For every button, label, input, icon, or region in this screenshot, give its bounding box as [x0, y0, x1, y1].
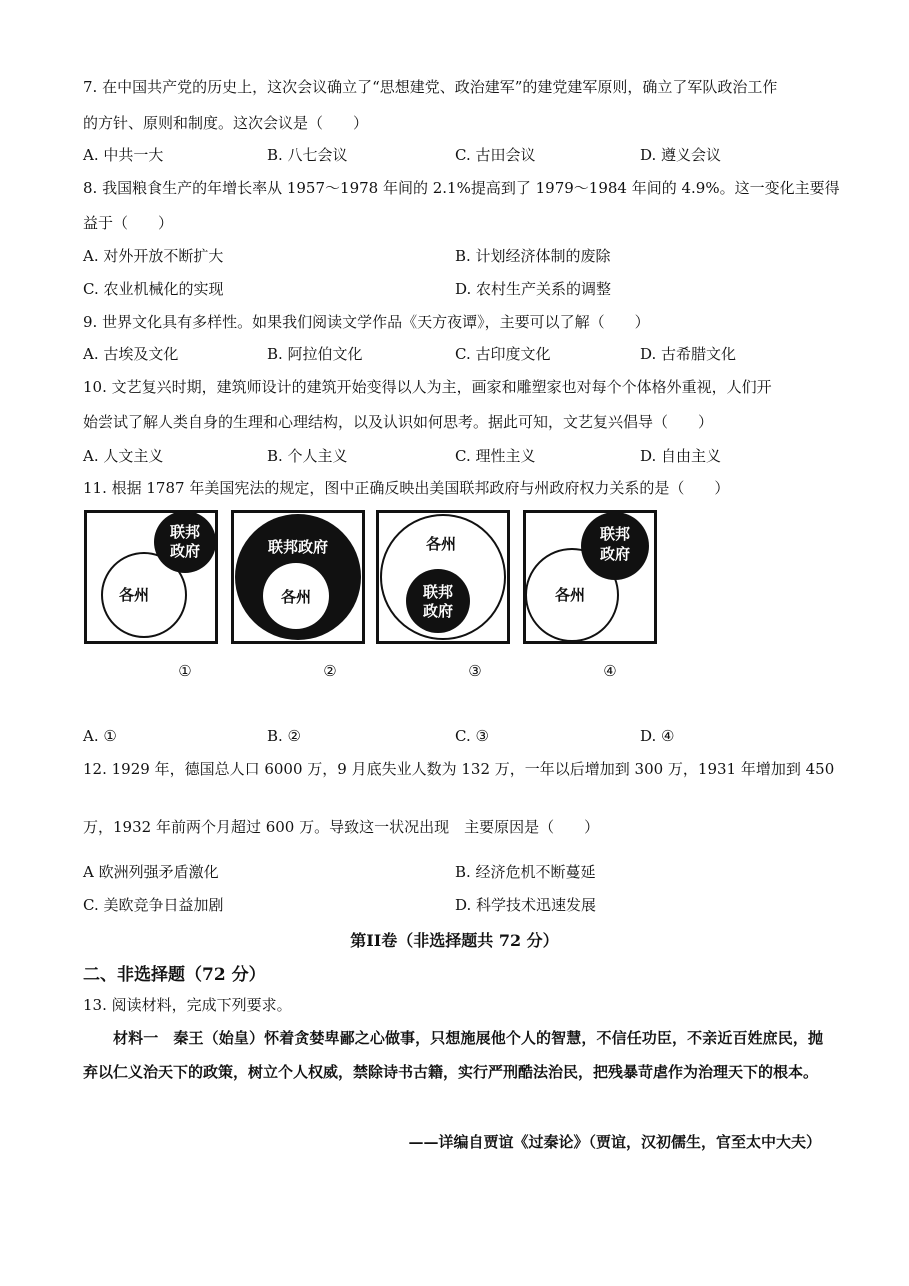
q8-option-d[interactable]: D. 农村生产关系的调整: [455, 280, 612, 298]
q9-option-b[interactable]: B. 阿拉伯文化: [267, 345, 363, 363]
q9-option-a[interactable]: A. 古埃及文化: [83, 345, 179, 363]
q7-option-c[interactable]: C. 古田会议: [455, 146, 536, 164]
q13-material-1: 材料一 秦王（始皇）怀着贪婪卑鄙之心做事，只想施展他个人的智慧，不信任功臣，不亲近百姓庶民，抛弃以仁义治天下的政策，树立个人权威，禁除诗书古籍，实行严刑酷法治民，把残暴苛虐作为治理天下的根本。: [83, 1029, 823, 1081]
states-label: 各州: [280, 588, 312, 606]
states-label: 各州: [425, 535, 457, 553]
q12-option-d[interactable]: D. 科学技术迅速发展: [455, 896, 597, 914]
q11-stem-line1: 11. 根据 1787 年美国宪法的规定，图中正确反映出美国联邦政府与州政府权力关系的是（ ）: [83, 479, 730, 497]
q9-stem-line1: 9. 世界文化具有多样性。如果我们阅读文学作品《天方夜谭》，主要可以了解（ ）: [83, 313, 650, 331]
q8-option-b[interactable]: B. 计划经济体制的废除: [455, 247, 611, 265]
q10-option-d[interactable]: D. 自由主义: [640, 447, 722, 465]
q10-option-b[interactable]: B. 个人主义: [267, 447, 348, 465]
part-2-title: 二、非选择题（72 分）: [83, 965, 266, 985]
q11-figure-2-label: ②: [323, 662, 337, 680]
federal-label-top: 联邦: [599, 525, 631, 543]
q11-option-c[interactable]: C. ③: [455, 727, 489, 745]
q10-option-a[interactable]: A. 人文主义: [83, 447, 164, 465]
figure-3-diagram: [379, 513, 507, 641]
q12-option-b[interactable]: B. 经济危机不断蔓延: [455, 863, 596, 881]
q10-stem-line1: 10. 文艺复兴时期，建筑师设计的建筑开始变得以人为主，画家和雕塑家也对每个个体格外重视，人们开: [83, 378, 772, 396]
q8-stem-line1: 8. 我国粮食生产的年增长率从 1957～1978 年间的 2.1%提高到了 1979～1984 年间的 4.9%。这一变化主要得: [83, 179, 840, 197]
q9-option-d[interactable]: D. 古希腊文化: [640, 345, 737, 363]
q10-option-c[interactable]: C. 理性主义: [455, 447, 536, 465]
q11-option-b[interactable]: B. ②: [267, 727, 302, 745]
q7-option-a[interactable]: A. 中共一大: [83, 146, 164, 164]
federal-label-top: 联邦: [422, 583, 454, 601]
q11-option-a[interactable]: A. ①: [83, 727, 117, 745]
figure-4-diagram: [526, 513, 654, 641]
q10-stem-line2: 始尝试了解人类自身的生理和心理结构，以及认识如何思考。据此可知，文艺复兴倡导（ ）: [83, 413, 714, 431]
q11-figure-2: [231, 510, 365, 644]
q7-stem-line2: 的方针、原则和制度。这次会议是（ ）: [83, 114, 369, 132]
q11-figure-3-label: ③: [468, 662, 482, 680]
q11-figure-1: [84, 510, 218, 644]
q12-stem-line2: 万，1932 年前两个月超过 600 万。导致这一状况出现 主要原因是（ ）: [83, 818, 600, 836]
federal-label-bottom: 政府: [599, 545, 631, 563]
q7-option-b[interactable]: B. 八七会议: [267, 146, 348, 164]
figure-2-diagram: [234, 513, 362, 641]
federal-label: 联邦政府: [267, 538, 329, 556]
q12-option-a[interactable]: A 欧洲列强矛盾激化: [83, 863, 219, 881]
q11-figure-4-label: ④: [603, 662, 617, 680]
q8-stem-line2: 益于（ ）: [83, 214, 174, 232]
q12-stem-line1: 12. 1929 年，德国总人口 6000 万，9 月底失业人数为 132 万，一年以后增加到 300 万，1931 年增加到 450: [83, 760, 835, 778]
q12-option-c[interactable]: C. 美欧竞争日益加剧: [83, 896, 224, 914]
q13-source: ——详编自贾谊《过秦论》（贾谊，汉初儒生，官至太中大夫）: [408, 1133, 821, 1151]
q8-option-a[interactable]: A. 对外开放不断扩大: [83, 247, 224, 265]
federal-label-bottom: 政府: [169, 542, 201, 560]
q11-figure-3: [376, 510, 510, 644]
q13-stem: 13. 阅读材料，完成下列要求。: [83, 996, 292, 1014]
federal-label-top: 联邦: [169, 523, 201, 541]
figure-1-diagram: [87, 513, 215, 641]
states-label: 各州: [554, 586, 586, 604]
q11-figure-4: [523, 510, 657, 644]
federal-label-bottom: 政府: [422, 602, 454, 620]
q8-option-c[interactable]: C. 农业机械化的实现: [83, 280, 224, 298]
section-2-title: 第II卷（非选择题共 72 分）: [350, 931, 559, 950]
q11-figure-1-label: ①: [178, 662, 192, 680]
q7-stem-line1: 7. 在中国共产党的历史上，这次会议确立了“思想建党、政治建军”的建党建军原则，确立了军队政治工作: [83, 78, 778, 96]
federal-circle: [406, 569, 470, 633]
q11-option-d[interactable]: D. ④: [640, 727, 675, 745]
q9-option-c[interactable]: C. 古印度文化: [455, 345, 551, 363]
q7-option-d[interactable]: D. 遵义会议: [640, 146, 722, 164]
states-label: 各州: [118, 586, 150, 604]
